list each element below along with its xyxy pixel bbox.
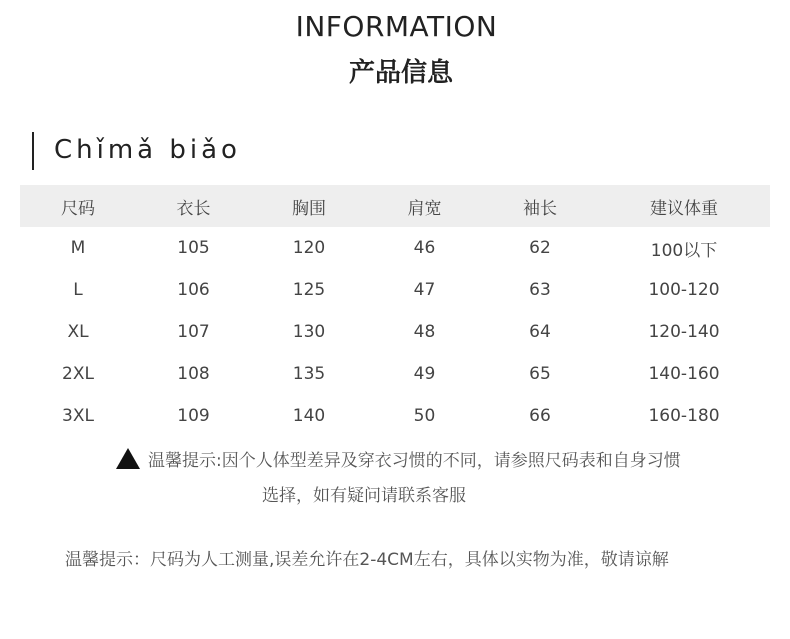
cell-length: 109 (177, 406, 210, 426)
header-length: 衣长 (176, 198, 211, 219)
table-row (20, 227, 770, 269)
tip-line-1 (116, 444, 681, 472)
cell-weight: 100以下 (650, 240, 718, 261)
header-shoulder: 肩宽 (407, 198, 442, 219)
cell-length: 106 (177, 280, 210, 300)
cell-sleeve: 66 (529, 406, 551, 426)
header-size: 尺码 (61, 198, 95, 219)
cell-sleeve: 65 (529, 364, 551, 384)
cell-chest: 125 (292, 280, 326, 300)
table-header-row (20, 185, 770, 227)
cell-sleeve: 64 (529, 322, 551, 342)
cell-weight: 140-160 (648, 364, 720, 384)
cell-weight: 100-120 (648, 280, 720, 300)
tip-text-2: 选择，如有疑问请联系客服 (262, 486, 466, 506)
cell-sleeve: 63 (529, 280, 551, 300)
table-row (20, 269, 770, 311)
section-title: Chǐmǎ biǎo (54, 135, 241, 165)
cell-length: 105 (177, 238, 210, 258)
cell-size: 2XL (62, 364, 94, 384)
header-weight: 建议体重 (650, 198, 718, 219)
warning-triangle-icon (116, 448, 140, 469)
table-row (20, 311, 770, 353)
measurement-note: 温馨提示：尺码为人工测量,误差允许在2-4CM左右，具体以实物为准，敬请谅解 (65, 550, 669, 570)
cell-shoulder: 49 (413, 364, 436, 384)
cell-size: L (73, 280, 83, 300)
cell-chest: 140 (292, 406, 326, 426)
title-english: INFORMATION (295, 10, 498, 43)
cell-shoulder: 50 (413, 406, 436, 426)
cell-chest: 130 (292, 322, 326, 342)
table-row (20, 353, 770, 395)
cell-sleeve: 62 (529, 238, 551, 258)
size-table (20, 185, 770, 437)
cell-length: 108 (177, 364, 210, 384)
cell-weight: 160-180 (648, 406, 720, 426)
tip-text-1: 温馨提示:因个人体型差异及穿衣习惯的不同，请参照尺码表和自身习惯 (148, 450, 681, 471)
cell-shoulder: 46 (413, 238, 436, 258)
cell-shoulder: 48 (413, 322, 436, 342)
header-sleeve: 袖长 (523, 198, 557, 219)
title-chinese: 产品信息 (348, 58, 453, 88)
cell-chest: 120 (292, 238, 326, 258)
header-chest: 胸围 (292, 198, 326, 219)
cell-shoulder: 47 (413, 280, 436, 300)
cell-size: 3XL (62, 406, 94, 426)
cell-length: 107 (177, 322, 210, 342)
section-accent-bar (32, 132, 34, 170)
cell-weight: 120-140 (648, 322, 720, 342)
cell-chest: 135 (292, 364, 326, 384)
cell-size: XL (67, 322, 89, 342)
cell-size: M (70, 238, 86, 258)
table-row (20, 395, 770, 437)
